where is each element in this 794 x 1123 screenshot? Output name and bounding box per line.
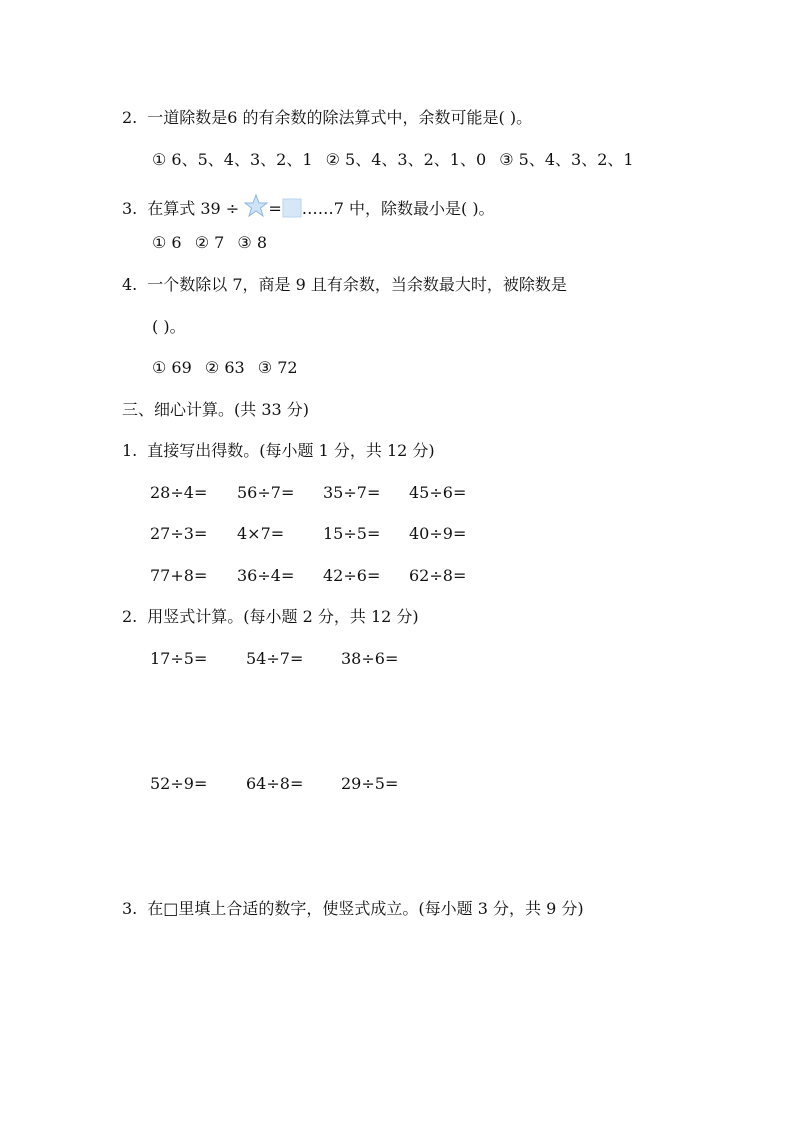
question-text: 在□里填上合适的数字，使竖式成立。(每小题 3 分，共 9 分) bbox=[147, 899, 584, 918]
section-3-question-2 bbox=[122, 607, 419, 627]
question-number: 2. bbox=[122, 607, 138, 626]
question-text-suffix: ……7 中，除数最小是( )。 bbox=[301, 199, 495, 218]
calc-item: 27÷3= bbox=[150, 524, 208, 543]
calc-item: 45÷6= bbox=[409, 483, 467, 502]
calc-item: 40÷9= bbox=[409, 524, 467, 543]
calc-item: 38÷6= bbox=[341, 649, 399, 668]
section-3-question-1 bbox=[122, 441, 435, 461]
star-icon bbox=[244, 194, 268, 218]
calc-item: 36÷4= bbox=[237, 566, 295, 585]
question-text-prefix: 在算式 39 ÷ bbox=[147, 199, 240, 218]
question-number: 3. bbox=[122, 199, 138, 218]
option-3: ③ 5、4、3、2、1 bbox=[499, 150, 634, 169]
option-3: ③ 8 bbox=[237, 233, 268, 252]
calc-item: 42÷6= bbox=[323, 566, 381, 585]
option-2: ② 7 bbox=[194, 233, 225, 252]
question-text: 一个数除以 7，商是 9 且有余数，当余数最大时，被除数是 bbox=[147, 275, 567, 294]
question-2 bbox=[122, 108, 532, 128]
section-heading: 三、细心计算。(共 33 分) bbox=[122, 400, 310, 419]
calc-item: 77+8= bbox=[150, 566, 208, 585]
option-3: ③ 72 bbox=[257, 358, 298, 377]
calc-item: 28÷4= bbox=[150, 483, 208, 502]
option-1: ① 6 bbox=[152, 233, 182, 252]
calc-item: 52÷9= bbox=[150, 774, 208, 793]
option-2: ② 63 bbox=[204, 358, 245, 377]
question-number: 3. bbox=[122, 899, 138, 918]
question-number: 1. bbox=[122, 441, 138, 460]
calc-item: 64÷8= bbox=[246, 774, 304, 793]
calc-item: 15÷5= bbox=[323, 524, 381, 543]
square-icon bbox=[282, 198, 302, 218]
answer-blank bbox=[152, 317, 186, 337]
question-4 bbox=[122, 275, 567, 295]
question-2-options bbox=[152, 150, 642, 170]
calc-item: 62÷8= bbox=[409, 566, 467, 585]
section-3-question-3 bbox=[122, 899, 584, 919]
calc-item: 56÷7= bbox=[237, 483, 295, 502]
equals-sign: = bbox=[268, 199, 282, 218]
answer-blank-text: ( )。 bbox=[152, 317, 186, 336]
calc-item: 17÷5= bbox=[150, 649, 208, 668]
calc-item: 4×7= bbox=[237, 524, 285, 543]
option-1: ① 6、5、4、3、2、1 bbox=[152, 150, 313, 169]
calc-item: 35÷7= bbox=[323, 483, 381, 502]
option-1: ① 69 bbox=[152, 358, 192, 377]
question-number: 4. bbox=[122, 275, 138, 294]
question-text: 一道除数是6 的有余数的除法算式中，余数可能是( )。 bbox=[147, 108, 533, 127]
question-4-options bbox=[152, 358, 306, 378]
calc-item: 29÷5= bbox=[341, 774, 399, 793]
option-2: ② 5、4、3、2、1、0 bbox=[325, 150, 487, 169]
calc-item: 54÷7= bbox=[246, 649, 304, 668]
question-number: 2. bbox=[122, 108, 138, 127]
question-3-options bbox=[152, 233, 275, 253]
question-3 bbox=[122, 194, 495, 219]
question-text: 用竖式计算。(每小题 2 分，共 12 分) bbox=[147, 607, 419, 626]
question-text: 直接写出得数。(每小题 1 分，共 12 分) bbox=[147, 441, 435, 460]
